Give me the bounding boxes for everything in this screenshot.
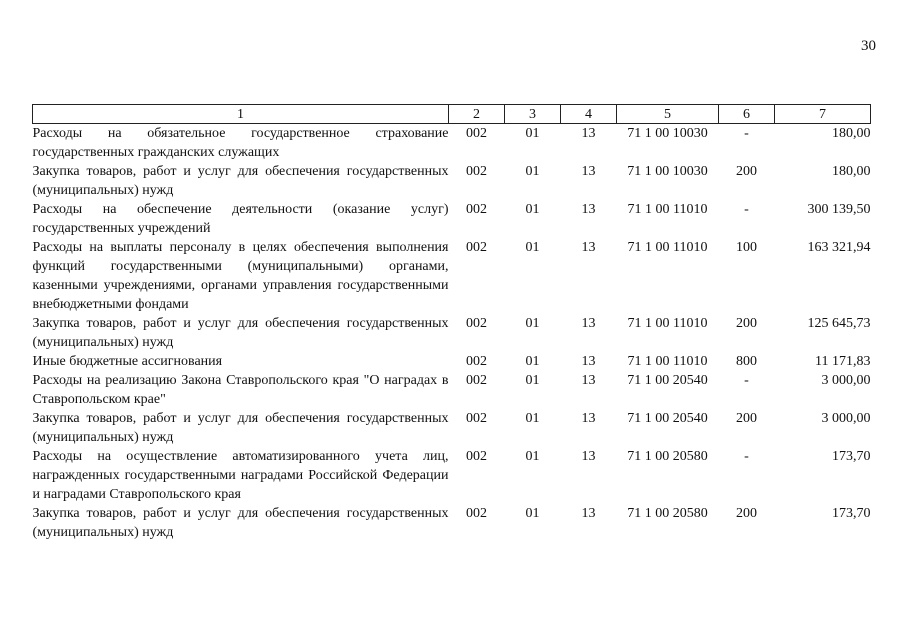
row-code-subsection: 13 [581, 126, 596, 141]
row-code-subsection: 13 [581, 354, 596, 369]
row-code-ministry: 002 [466, 354, 487, 369]
column-header: 7 [775, 105, 871, 124]
row-amount: 173,70 [832, 506, 871, 521]
row-amount: 3 000,00 [821, 411, 871, 426]
row-description: Расходы на обеспечение деятельности (оказание услуг) государственных учреждений [32, 202, 449, 236]
row-code-target: 71 1 00 11010 [627, 354, 708, 369]
row-code-target: 71 1 00 11010 [627, 240, 708, 255]
column-header: 3 [505, 105, 561, 124]
row-code-section: 01 [525, 373, 540, 388]
row-amount: 300 139,50 [807, 202, 871, 217]
table-row [33, 352, 871, 371]
row-code-ministry: 002 [466, 202, 487, 217]
row-amount: 180,00 [832, 126, 871, 141]
row-code-target: 71 1 00 10030 [627, 126, 708, 141]
row-code-section: 01 [525, 240, 540, 255]
row-code-expense-type: - [744, 126, 749, 141]
table-row [33, 200, 871, 238]
row-code-expense-type: 200 [736, 164, 757, 179]
row-description: Закупка товаров, работ и услуг для обеспечения государственных (муниципальных) нужд [32, 411, 449, 445]
row-description: Иные бюджетные ассигнования [32, 354, 223, 369]
row-code-ministry: 002 [466, 506, 487, 521]
table-row [33, 447, 871, 504]
table-row [33, 409, 871, 447]
row-description: Расходы на выплаты персоналу в целях обеспечения выполнения функций государственными (муниципальными) органами, казенными учреждениями, органами управления государственными внебюджетными фондами [32, 240, 449, 312]
row-code-expense-type: 800 [736, 354, 757, 369]
table-row [33, 504, 871, 542]
row-description: Расходы на реализацию Закона Ставропольского края "О наградах в Ставропольском крае" [32, 373, 449, 407]
row-code-expense-type: 200 [736, 411, 757, 426]
table-row [33, 162, 871, 200]
row-code-section: 01 [525, 354, 540, 369]
row-code-subsection: 13 [581, 164, 596, 179]
row-code-target: 71 1 00 20540 [627, 411, 708, 426]
table-row [33, 238, 871, 314]
row-code-section: 01 [525, 126, 540, 141]
row-code-ministry: 002 [466, 373, 487, 388]
row-code-subsection: 13 [581, 373, 596, 388]
row-code-ministry: 002 [466, 316, 487, 331]
row-amount: 180,00 [832, 164, 871, 179]
row-amount: 125 645,73 [807, 316, 871, 331]
row-description: Расходы на осуществление автоматизированного учета лиц, награжденных государственными наградами Российской Федерации и наградами Ставропольского края [32, 449, 449, 502]
row-code-expense-type: - [744, 202, 749, 217]
row-code-section: 01 [525, 411, 540, 426]
header-row [33, 105, 871, 124]
row-code-ministry: 002 [466, 411, 487, 426]
column-header: 6 [719, 105, 775, 124]
row-code-section: 01 [525, 164, 540, 179]
row-code-expense-type: 100 [736, 240, 757, 255]
row-code-expense-type: 200 [736, 506, 757, 521]
budget-table [32, 104, 871, 542]
row-code-section: 01 [525, 316, 540, 331]
row-description: Закупка товаров, работ и услуг для обеспечения государственных (муниципальных) нужд [32, 164, 449, 198]
row-code-target: 71 1 00 11010 [627, 202, 708, 217]
row-description: Закупка товаров, работ и услуг для обеспечения государственных (муниципальных) нужд [32, 506, 449, 540]
table-row [33, 314, 871, 352]
row-code-section: 01 [525, 506, 540, 521]
row-description: Закупка товаров, работ и услуг для обеспечения государственных (муниципальных) нужд [32, 316, 449, 350]
row-code-subsection: 13 [581, 316, 596, 331]
column-header: 4 [561, 105, 617, 124]
row-amount: 173,70 [832, 449, 871, 464]
row-amount: 163 321,94 [807, 240, 871, 255]
row-code-subsection: 13 [581, 411, 596, 426]
row-code-ministry: 002 [466, 449, 487, 464]
row-code-target: 71 1 00 20540 [627, 373, 708, 388]
row-code-target: 71 1 00 20580 [627, 506, 708, 521]
table-row [33, 371, 871, 409]
column-header: 1 [33, 105, 449, 124]
row-code-subsection: 13 [581, 449, 596, 464]
row-amount: 3 000,00 [821, 373, 871, 388]
row-code-subsection: 13 [581, 202, 596, 217]
row-code-subsection: 13 [581, 506, 596, 521]
row-amount: 11 171,83 [815, 354, 871, 369]
row-code-expense-type: - [744, 373, 749, 388]
column-header: 2 [449, 105, 505, 124]
column-header: 5 [617, 105, 719, 124]
row-code-expense-type: - [744, 449, 749, 464]
table-row [33, 124, 871, 163]
row-code-subsection: 13 [581, 240, 596, 255]
row-code-section: 01 [525, 202, 540, 217]
row-code-expense-type: 200 [736, 316, 757, 331]
page-number: 30 [861, 38, 876, 54]
row-code-ministry: 002 [466, 164, 487, 179]
row-description: Расходы на обязательное государственное страхование государственных гражданских служащих [32, 126, 449, 160]
row-code-target: 71 1 00 11010 [627, 316, 708, 331]
row-code-ministry: 002 [466, 240, 487, 255]
row-code-ministry: 002 [466, 126, 487, 141]
row-code-target: 71 1 00 10030 [627, 164, 708, 179]
row-code-section: 01 [525, 449, 540, 464]
row-code-target: 71 1 00 20580 [627, 449, 708, 464]
